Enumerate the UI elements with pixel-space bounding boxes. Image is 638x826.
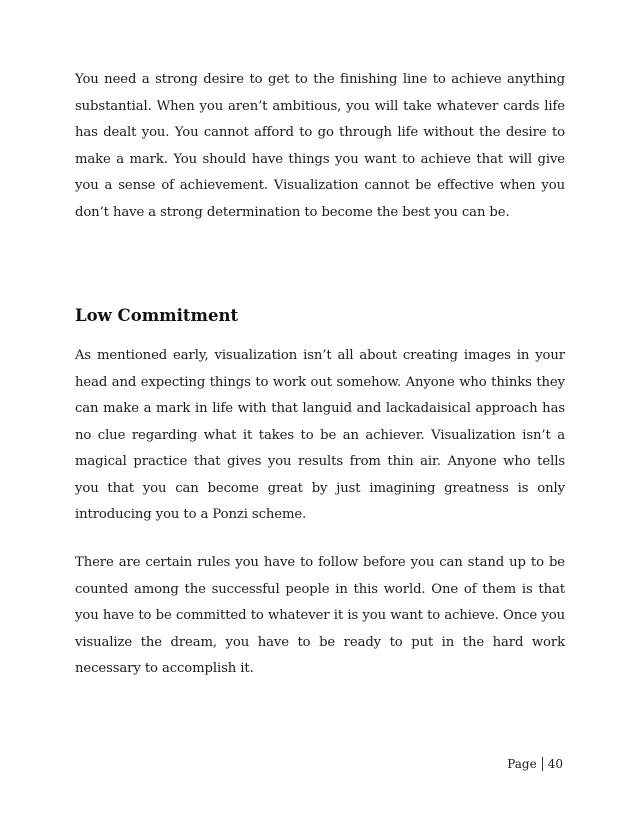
- footer-divider: [542, 757, 543, 771]
- paragraph-desire: You need a strong desire to get to the finishing line to achieve anything substantial. When you aren’t ambitious, you will take whatever cards life has dealt you. You cannot afford to go through life without the desire to make a mark. You should have things you want to achieve that will give you a sense of achievement. Visualization cannot be effective when you don’t have a strong determination to become the best you can be.: [75, 72, 565, 220]
- paragraph-rules: There are certain rules you have to follow before you can stand up to be counted among the successful people in this world. One of them is that you have to be committed to whatever it is you want to achieve. Once you visualize the dream, you have to be ready to put in the hard work necessary to accomplish it.: [75, 555, 565, 676]
- section-heading-low-commitment: Low Commitment: [75, 306, 239, 325]
- page-footer: [507, 757, 563, 771]
- paragraph-visualization: As mentioned early, visualization isn’t all about creating images in your head and expecting things to work out somehow. Anyone who thinks they can make a mark in life with that languid and lackadaisical approach has no clue regarding what it takes to be an achiever. Visualization isn’t a magical practice that gives you results from thin air. Anyone who tells you that you can become great by just imagining greatness is only introducing you to a Ponzi scheme.: [75, 348, 565, 522]
- page-label: Page: [507, 757, 537, 771]
- page-number: 40: [547, 757, 563, 771]
